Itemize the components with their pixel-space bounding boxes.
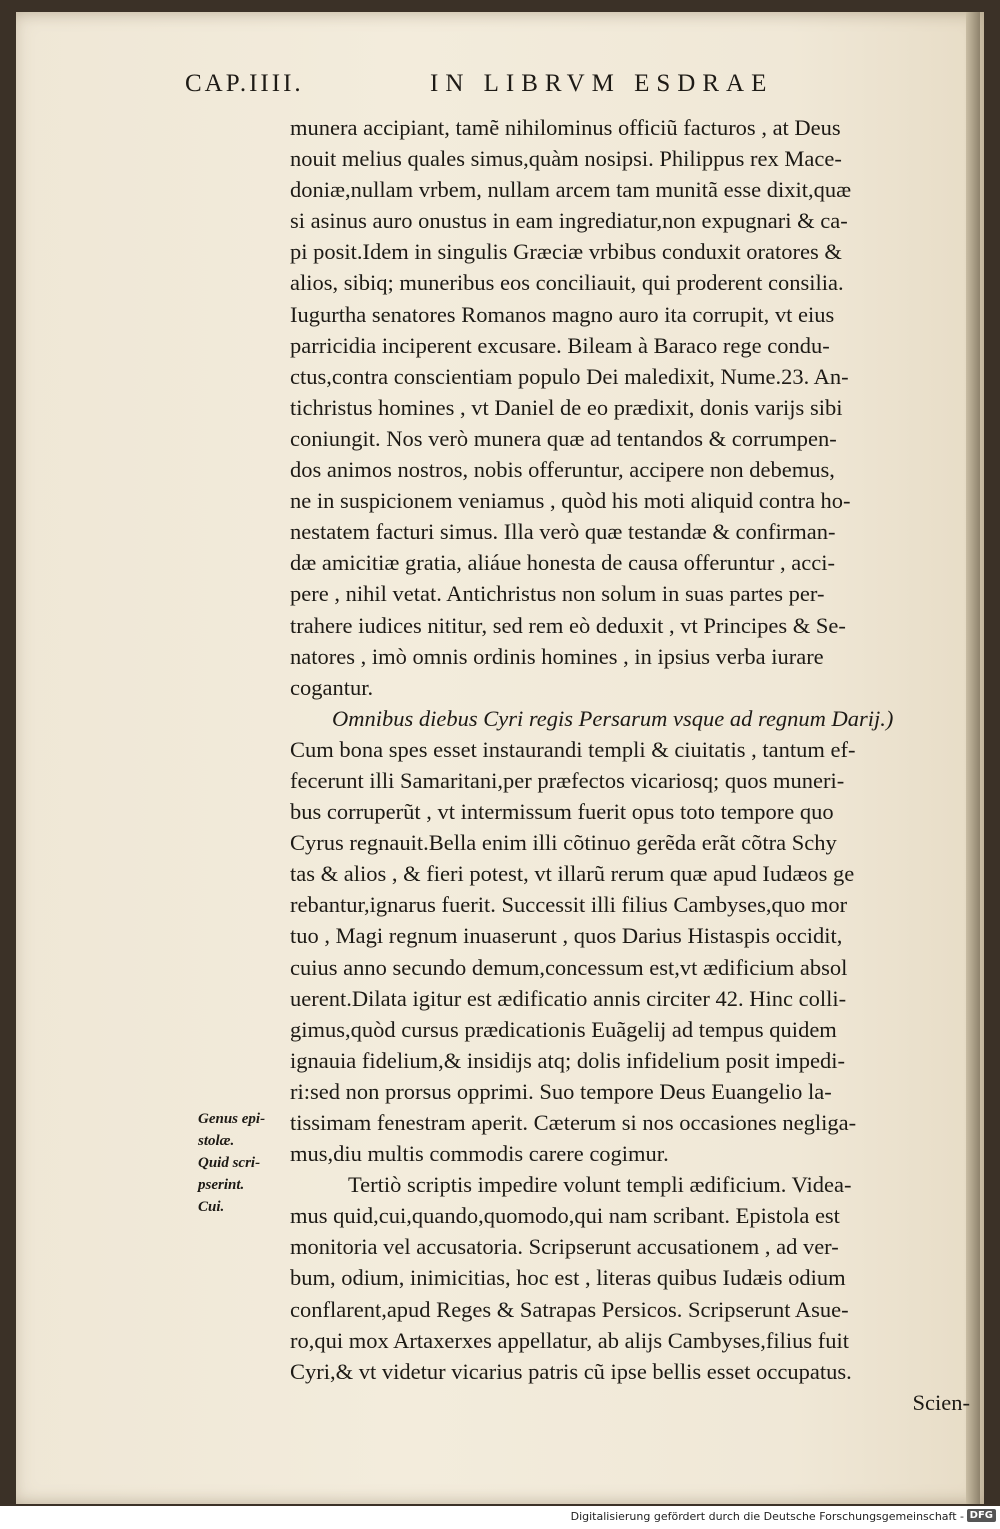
text-line: Cum bona spes esset instaurandi templi & ciuitatis , tantum ef- <box>290 736 856 762</box>
text-line: bum, odium, inimicitias, hoc est , literas quibus Iudæis odium <box>290 1265 846 1291</box>
book-title: IN LIBRVM ESDRAE <box>430 70 774 97</box>
text-line: Iugurtha senatores Romanos magno auro ita corrupit, vt eius <box>290 301 835 327</box>
text-line: cogantur. <box>290 674 374 700</box>
text-line: gimus,quòd cursus prædicationis Euãgelij ad tempus quidem <box>290 1016 837 1042</box>
text-line: pi posit.Idem in singulis Græciæ vrbibus conduxit oratores & <box>290 239 842 265</box>
funding-credit: Digitalisierung gefördert durch die Deutsche Forschungsgemeinschaft - <box>570 1510 964 1523</box>
main-text <box>290 112 980 1418</box>
text-line: ne in suspicionem veniamus , quòd his moti aliquid contra ho- <box>290 488 851 514</box>
footer-bar <box>0 1506 1000 1529</box>
text-line: coniungit. Nos verò munera quæ ad tentandos & corrumpen- <box>290 425 837 451</box>
text-line: uerent.Dilata igitur est ædificatio annis circiter 42. Hinc colli- <box>290 985 847 1011</box>
marginal-note: Cui. <box>198 1199 225 1215</box>
text-line: doniæ,nullam vrbem, nullam arcem tam munitã esse dixit,quæ <box>290 177 852 203</box>
text-line: trahere iudices nititur, sed rem eò deduxit , vt Principes & Se- <box>290 612 846 638</box>
text-line: conflarent,apud Reges & Satrapas Persicos. Scripserunt Asue- <box>290 1296 849 1322</box>
text-line: nouit melius quales simus,quàm nosipsi. Philippus rex Mace- <box>290 146 842 172</box>
text-line: Cyri,& vt videtur vicarius patris cũ ipse bellis esset occupatus. <box>290 1358 852 1384</box>
text-line: dos animos nostros, nobis offeruntur, accipere non debemus, <box>290 457 835 483</box>
lemma-line: Omnibus diebus Cyri regis Persarum vsque ad regnum Darij.) <box>332 705 894 731</box>
text-line: tuo , Magi regnum inuaserunt , quos Darius Histaspis occidit, <box>290 923 843 949</box>
text-line: ro,qui mox Artaxerxes appellatur, ab alijs Cambyses,filius fuit <box>290 1327 849 1353</box>
catchword: Scien- <box>912 1389 970 1415</box>
marginal-note: Genus epi- <box>198 1111 266 1127</box>
text-line: bus corruperũt , vt intermissum fuerit opus toto tempore quo <box>290 799 834 825</box>
text-line: si asinus auro onustus in eam ingrediatur,non expugnari & ca- <box>290 208 848 234</box>
text-line: tas & alios , & fieri potest, vt illarũ rerum quæ apud Iudæos ge <box>290 861 855 887</box>
text-line: mus quid,cui,quando,quomodo,qui nam scribant. Epistola est <box>290 1203 840 1229</box>
text-line: fecerunt illi Samaritani,per præfectos vicariosq; quos muneri- <box>290 767 845 793</box>
running-head <box>185 70 825 110</box>
text-line: ctus,contra conscientiam populo Dei maledixit, Nume.23. An- <box>290 363 849 389</box>
marginal-note: stolæ. <box>198 1133 235 1149</box>
chapter-number: CAP.IIII. <box>185 70 304 97</box>
text-line: ignauia fidelium,& insidijs atq; dolis infidelium posit impedi- <box>290 1047 845 1073</box>
text-line: rebantur,ignarus fuerit. Successit illi filius Cambyses,quo mor <box>290 892 848 918</box>
text-line: parricidia inciperent excusare. Bileam à Baraco rege condu- <box>290 332 830 358</box>
text-line: nestatem facturi simus. Illa verò quæ testandæ & confirman- <box>290 519 836 545</box>
marginal-note: pserint. <box>198 1177 245 1193</box>
dfg-logo: DFG <box>967 1509 996 1522</box>
text-line: alios, sibiq; muneribus eos conciliauit, qui proderent consilia. <box>290 270 844 296</box>
paragraph-first-line: Tertiò scriptis impedire volunt templi ædificium. Videa- <box>348 1172 852 1198</box>
marginal-notes <box>198 1108 278 1218</box>
text-line: pere , nihil vetat. Antichristus non solum in suas partes per- <box>290 581 825 607</box>
text-line: tichristus homines , vt Daniel de eo prædixit, donis varijs sibi <box>290 394 843 420</box>
text-line: ri:sed non prorsus opprimi. Suo tempore Deus Euangelio la- <box>290 1078 832 1104</box>
text-line: munera accipiant, tamẽ nihilominus officiũ facturos , at Deus <box>290 115 841 140</box>
text-line: mus,diu multis commodis carere cogimur. <box>290 1141 669 1167</box>
text-line: cuius anno secundo demum,concessum est,vt ædificium absol <box>290 954 848 980</box>
text-line: natores , imò omnis ordinis homines , in ipsius verba iurare <box>290 643 824 669</box>
text-line: dæ amicitiæ gratia, aliáue honesta de causa offeruntur , acci- <box>290 550 835 576</box>
text-line: monitoria vel accusatoria. Scripserunt accusationem , ad ver- <box>290 1234 839 1260</box>
marginal-note: Quid scri- <box>198 1155 261 1171</box>
text-line: tissimam fenestram aperit. Cæterum si nos occasiones negliga- <box>290 1110 857 1135</box>
text-line: Cyrus regnauit.Bella enim illi cõtinuo gerẽda erãt cõtra Schy <box>290 830 837 856</box>
